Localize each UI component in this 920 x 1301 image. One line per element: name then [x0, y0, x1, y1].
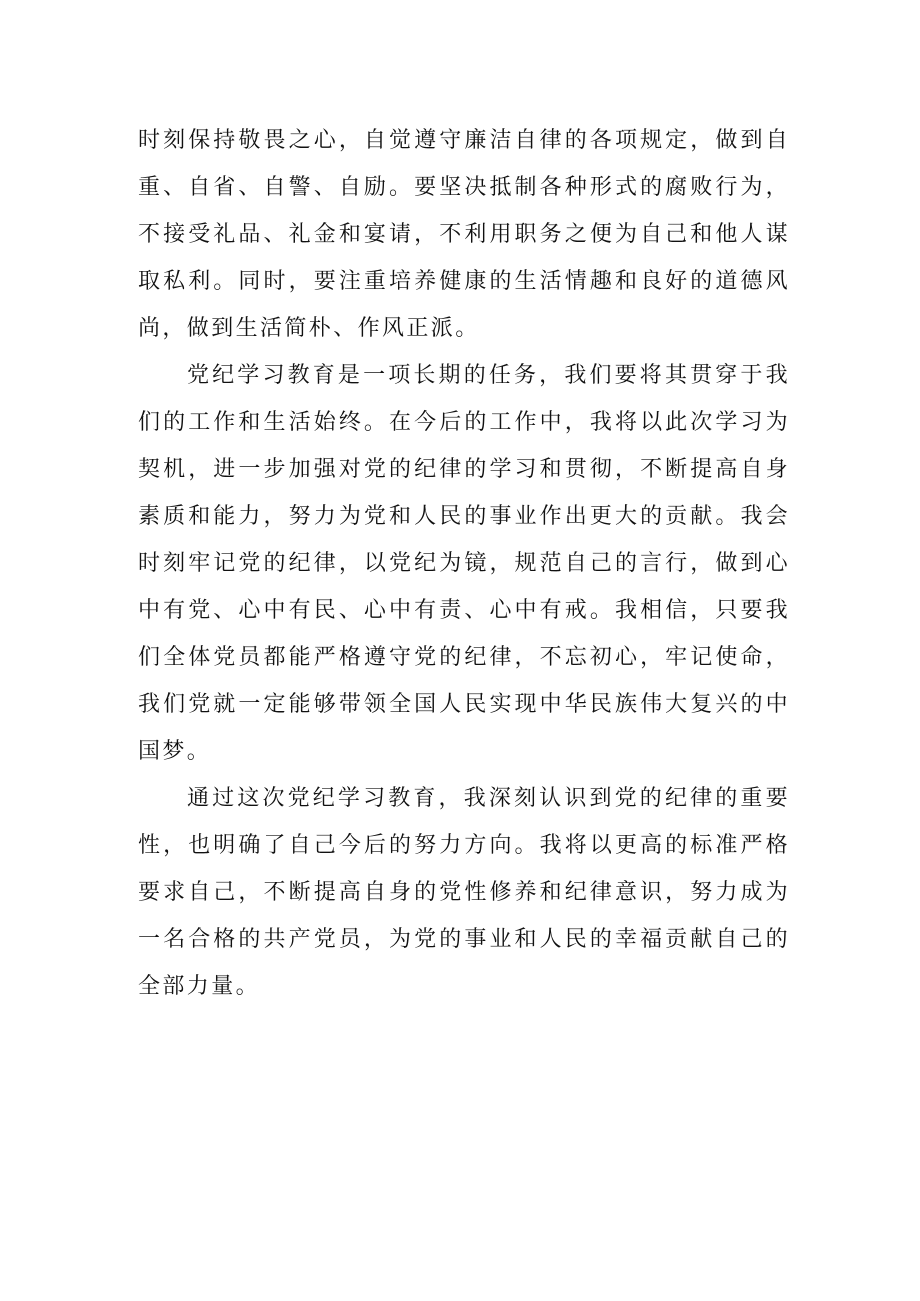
paragraph-3: 通过这次党纪学习教育，我深刻认识到党的纪律的重要性，也明确了自己今后的努力方向。我将以更高的标准严格要求自己，不断提高自身的党性修养和纪律意识，努力成为一名合格的共产党员，为党的事业和人民的幸福贡献自己的全部力量。: [138, 786, 790, 999]
document-body: [138, 117, 790, 1010]
paragraph-1: 时刻保持敬畏之心，自觉遵守廉洁自律的各项规定，做到自重、自省、自警、自励。要坚决抵制各种形式的腐败行为，不接受礼品、礼金和宴请，不利用职务之便为自己和他人谋取私利。同时，要注重培养健康的生活情趣和良好的道德风尚，做到生活简朴、作风正派。: [138, 128, 790, 341]
paragraph-2: 党纪学习教育是一项长期的任务，我们要将其贯穿于我们的工作和生活始终。在今后的工作中，我将以此次学习为契机，进一步加强对党的纪律的学习和贯彻，不断提高自身素质和能力，努力为党和人民的事业作出更大的贡献。我会时刻牢记党的纪律，以党纪为镜，规范自己的言行，做到心中有党、心中有民、心中有责、心中有戒。我相信，只要我们全体党员都能严格遵守党的纪律，不忘初心，牢记使命，我们党就一定能够带领全国人民实现中华民族伟大复兴的中国梦。: [138, 363, 790, 764]
